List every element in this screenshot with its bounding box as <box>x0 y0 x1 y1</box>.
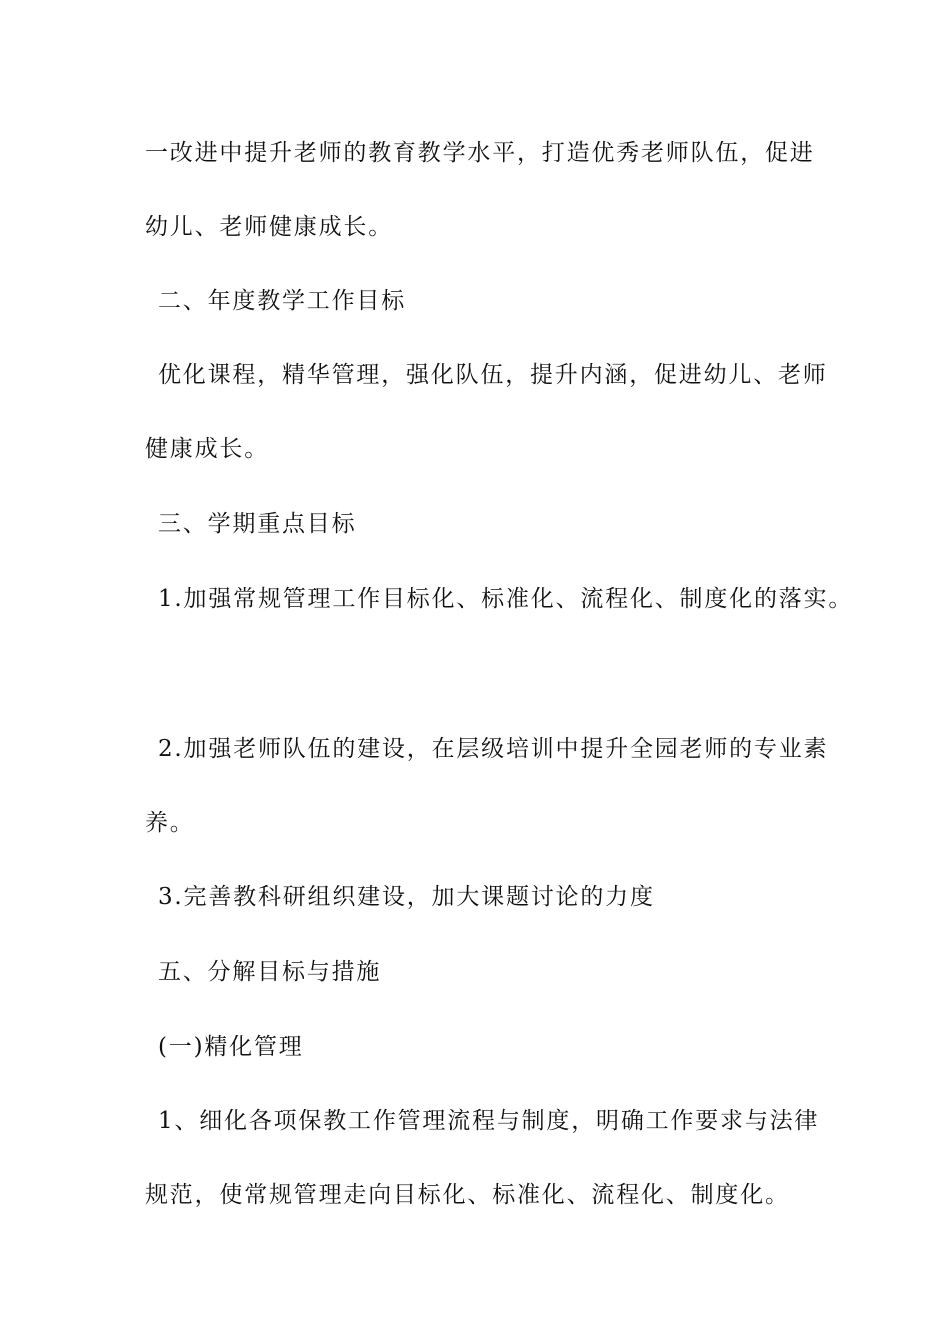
section-heading: 三、学期重点目标 <box>158 511 357 537</box>
list-item: 2.加强老师队伍的建设，在层级培训中提升全园老师的专业素 <box>158 736 829 762</box>
paragraph-line: 幼儿、老师健康成长。 <box>145 214 393 240</box>
list-item: 1、细化各项保教工作管理流程与制度，明确工作要求与法律 <box>158 1108 820 1134</box>
paragraph-line: 健康成长。 <box>145 436 269 462</box>
subsection-heading: (一)精化管理 <box>158 1034 304 1060</box>
list-item: 3.完善教科研组织建设，加大课题讨论的力度 <box>158 884 655 910</box>
section-heading: 二、年度教学工作目标 <box>158 288 406 314</box>
paragraph-line: 优化课程，精华管理，强化队伍，提升内涵，促进幼儿、老师 <box>158 362 828 388</box>
section-heading: 五、分解目标与措施 <box>158 959 382 985</box>
paragraph-line: 一改进中提升老师的教育教学水平，打造优秀老师队伍，促进 <box>145 140 815 166</box>
paragraph-line: 规范，使常规管理走向目标化、标准化、流程化、制度化。 <box>145 1182 790 1208</box>
list-item: 1.加强常规管理工作目标化、标准化、流程化、制度化的落实。 <box>158 586 854 612</box>
paragraph-line: 养。 <box>145 810 195 836</box>
